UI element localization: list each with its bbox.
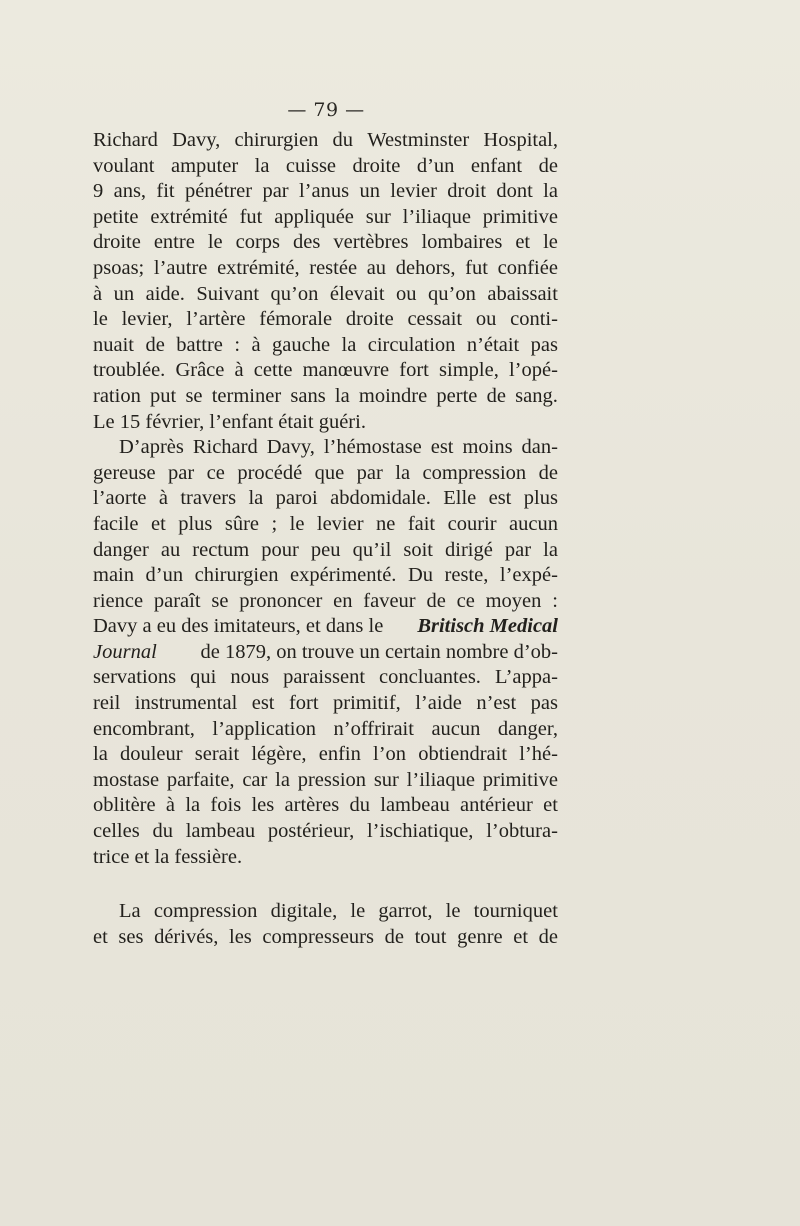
text-line: la douleur serait légère, enfin l’on obtiendrait l’hé-: [93, 743, 558, 766]
journal-title-continued: Journal: [93, 640, 157, 663]
body-text: [93, 128, 558, 950]
text-line: oblitère à la fois les artères du lambeau antérieur et: [93, 794, 558, 817]
text-line: droite entre le corps des vertèbres lombaires et le: [93, 231, 558, 254]
text-line: gereuse par ce procédé que par la compression de: [93, 461, 558, 484]
text-line: servations qui nous paraissent concluantes. L’appa-: [93, 666, 558, 689]
text-line: petite extrémité fut appliquée sur l’iliaque primitive: [93, 205, 558, 228]
text-line: reil instrumental est fort primitif, l’aide n’est pas: [93, 692, 558, 715]
text-line: danger au rectum pour peu qu’il soit dirigé par la: [93, 538, 558, 561]
text-line: Richard Davy, chirurgien du Westminster Hospital,: [93, 129, 558, 151]
text-line: [93, 640, 558, 666]
text-line: La compression digitale, le garrot, le tourniquet: [119, 900, 558, 923]
journal-title: Britisch Medical: [417, 615, 558, 638]
text-line: l’aorte à travers la paroi abdomidale. Elle est plus: [93, 487, 558, 510]
page-number: — 79 —: [287, 99, 365, 121]
text-line: ration put se terminer sans la moindre perte de sang.: [93, 384, 558, 407]
text-line: celles du lambeau postérieur, l’ischiatique, l’obtura-: [93, 820, 558, 843]
text-line: à un aide. Suivant qu’on élevait ou qu’on abaissait: [93, 282, 558, 305]
text-line: main d’un chirurgien expérimenté. Du reste, l’expé-: [93, 564, 558, 587]
text-line: mostase parfaite, car la pression sur l’iliaque primitive: [93, 768, 558, 791]
text-line: et ses dérivés, les compresseurs de tout genre et de: [93, 925, 558, 948]
text-line: Le 15 février, l’enfant était guéri.: [93, 410, 366, 433]
text-line: facile et plus sûre ; le levier ne fait courir aucun: [93, 512, 558, 535]
text-segment: de 1879, on trouve un certain nombre d’ob-: [200, 640, 558, 663]
text-line: 9 ans, fit pénétrer par l’anus un levier droit dont la: [93, 180, 558, 203]
text-segment: Davy a eu des imitateurs, et dans le: [93, 615, 384, 638]
text-line: nuait de battre : à gauche la circulation n’était pas: [93, 333, 558, 356]
text-line: troublée. Grâce à cette manœuvre fort simple, l’opé-: [93, 359, 558, 382]
text-line: D’après Richard Davy, l’hémostase est moins dan-: [119, 436, 558, 459]
text-line: trice et la fessière.: [93, 845, 243, 868]
paragraph-gap: [93, 870, 558, 899]
text-line: psoas; l’autre extrémité, restée au dehors, fut confiée: [93, 256, 558, 279]
paragraph-3: [93, 899, 558, 950]
text-line: voulant amputer la cuisse droite d’un enfant de: [93, 154, 558, 177]
paragraph-2: [93, 435, 558, 870]
paragraph-1: [93, 128, 558, 435]
text-line: le levier, l’artère fémorale droite cessait ou conti-: [93, 308, 558, 331]
text-line: [93, 614, 558, 640]
text-line: encombrant, l’application n’offrirait aucun danger,: [93, 717, 558, 740]
text-line: rience paraît se prononcer en faveur de ce moyen :: [93, 589, 558, 612]
